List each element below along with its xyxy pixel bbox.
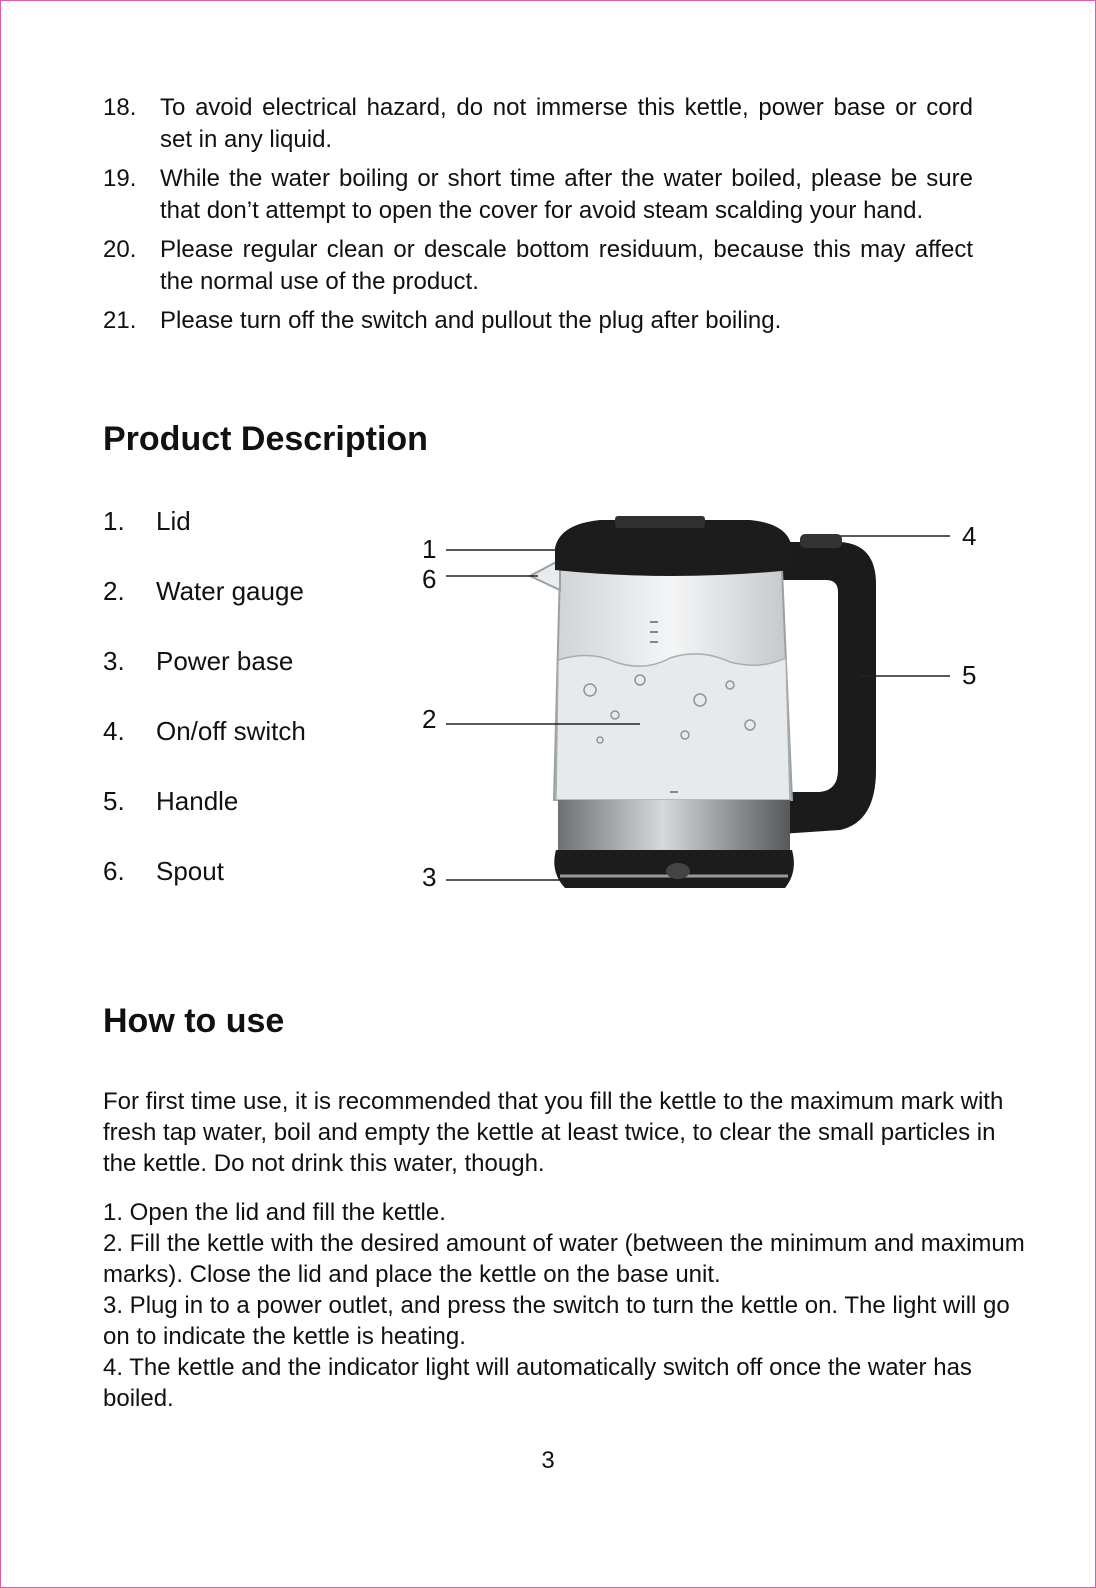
- safety-item-number: 18.: [103, 94, 137, 121]
- part-label: Spout: [156, 856, 224, 886]
- part-item: [103, 853, 306, 923]
- part-label: Lid: [156, 506, 191, 536]
- kettle-switch: [800, 534, 842, 548]
- usage-step: 3. Plug in to a power outlet, and press the switch to turn the kettle on. The light will go on to indicate the kettle is heating.: [103, 1292, 1010, 1350]
- safety-item-text: Please turn off the switch and pullout the plug after boiling.: [160, 307, 782, 334]
- part-number: 4.: [103, 716, 125, 746]
- kettle-steel-band: [558, 800, 790, 852]
- part-item: [103, 573, 306, 643]
- how-to-use-title: How to use: [103, 1002, 285, 1040]
- safety-item: [103, 92, 973, 155]
- callout-power-base: 3: [422, 862, 437, 892]
- safety-item: [103, 234, 973, 297]
- safety-item: [103, 305, 973, 337]
- product-description-title: Product Description: [103, 420, 428, 458]
- usage-step: 2. Fill the kettle with the desired amount of water (between the minimum and maximum marks). Close the lid and place the kettle on the base unit.: [103, 1230, 1025, 1288]
- callout-water-gauge: 2: [422, 704, 437, 734]
- part-item: [103, 713, 306, 783]
- part-label: Power base: [156, 646, 294, 676]
- part-label: On/off switch: [156, 716, 306, 746]
- usage-step: 1. Open the lid and fill the kettle.: [103, 1199, 446, 1226]
- kettle-handle: [780, 542, 876, 834]
- parts-list: [103, 503, 306, 923]
- kettle-illustration: [530, 516, 876, 888]
- kettle-diagram: [400, 500, 1000, 930]
- part-number: 3.: [103, 646, 125, 676]
- part-label: Handle: [156, 786, 239, 816]
- safety-item-number: 20.: [103, 236, 137, 263]
- part-number: 2.: [103, 576, 125, 606]
- safety-item-number: 19.: [103, 165, 137, 192]
- safety-item-text: While the water boiling or short time after the water boiled, please be sure that don’t attempt to open the cover for avoid steam scalding your hand.: [160, 165, 973, 224]
- callout-spout: 6: [422, 564, 437, 594]
- part-number: 1.: [103, 506, 125, 536]
- part-label: Water gauge: [156, 576, 304, 606]
- safety-item-text: To avoid electrical hazard, do not immerse this kettle, power base or cord set in any liquid.: [160, 94, 973, 153]
- callout-handle: 5: [962, 660, 977, 690]
- part-number: 6.: [103, 856, 125, 886]
- safety-item: [103, 163, 973, 226]
- callout-lid: 1: [422, 534, 437, 564]
- usage-steps: [103, 1197, 1033, 1414]
- page-number: 3: [541, 1447, 555, 1474]
- safety-list: [103, 92, 973, 345]
- part-item: [103, 503, 306, 573]
- part-number: 5.: [103, 786, 125, 816]
- part-item: [103, 783, 306, 853]
- safety-item-number: 21.: [103, 307, 137, 334]
- usage-intro: For first time use, it is recommended that you fill the kettle to the maximum mark with fresh tap water, boil and empty the kettle at least twice, to clear the small particles in the kettle. Do not drink this water, though.: [103, 1088, 1004, 1177]
- kettle-lid: [555, 520, 792, 576]
- part-item: [103, 643, 306, 713]
- safety-item-text: Please regular clean or descale bottom residuum, because this may affect the normal use of the product.: [160, 236, 973, 295]
- usage-step: 4. The kettle and the indicator light will automatically switch off once the water has boiled.: [103, 1354, 972, 1412]
- callout-switch: 4: [962, 521, 977, 551]
